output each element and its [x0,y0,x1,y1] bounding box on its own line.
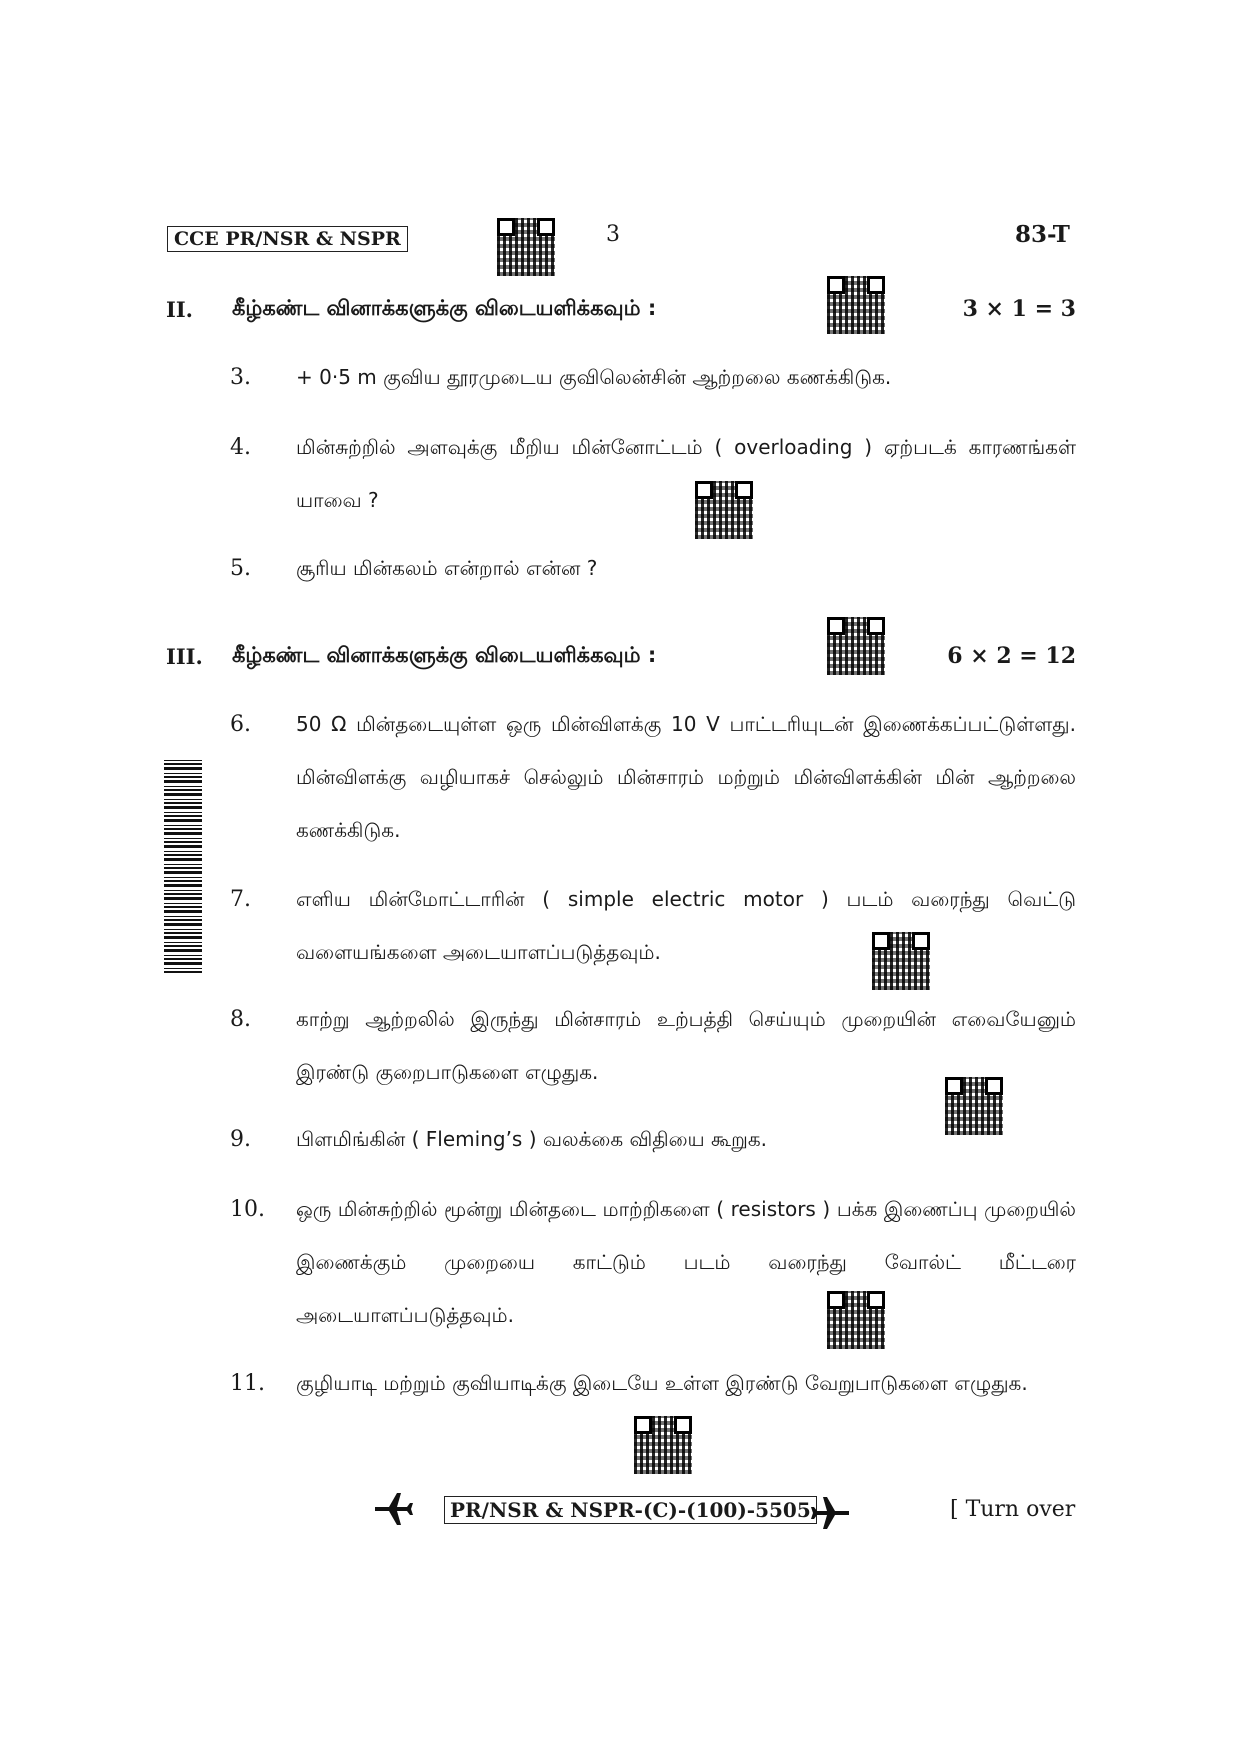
question-number: 5. [230,556,251,581]
barcode-icon [164,757,202,973]
question-text: ஒரு மின்சுற்றில் மூன்று மின்தடை மாற்றிகளை ( resistors ) பக்க இணைப்பு முறையில் இணைக்கும் முறையை காட்டும் படம் வரைந்து வோல்ட் மீட்டரை அடையாளப்படுத்தவும். [296,1197,1076,1327]
section-3-instruction: கீழ்கண்ட வினாக்களுக்கு விடையளிக்கவும் : [232,643,657,667]
footer-code: PR/NSR & NSPR-(C)-(100)-5505 [444,1496,817,1524]
question-text: + 0·5 m குவிய தூரமுடைய குவிலென்சின் ஆற்றலை கணக்கிடுக. [296,365,892,389]
airplane-icon [372,1487,416,1531]
qr-code-icon [695,481,753,539]
question-text: 50 Ω மின்தடையுள்ள ஒரு மின்விளக்கு 10 V பாட்டரியுடன் இணைக்கப்பட்டுள்ளது. மின்விளக்கு வழியாகச் செல்லும் மின்சாரம் மற்றும் மின்விளக்கின் மின் ஆற்றலை கணக்கிடுக. [296,712,1076,842]
section-2-marks: 3 × 1 = 3 [962,296,1076,322]
question-text: பிளமிங்கின் ( Fleming’s ) வலக்கை விதியை கூறுக. [296,1127,767,1151]
question-number: 8. [230,1007,251,1032]
series-label: CCE PR/NSR & NSPR [167,226,408,252]
airplane-icon [808,1491,852,1535]
question-text: மின்சுற்றில் அளவுக்கு மீறிய மின்னோட்டம் ( overloading ) ஏற்படக் காரணங்கள் யாவை ? [296,435,1076,512]
question-text: குழியாடி மற்றும் குவியாடிக்கு இடையே உள்ள இரண்டு வேறுபாடுகளை எழுதுக. [296,1371,1028,1395]
qr-code-icon [945,1077,1003,1135]
qr-code-icon [827,1291,885,1349]
question-number: 10. [230,1197,265,1222]
question-text: எளிய மின்மோட்டாரின் ( simple electric motor ) படம் வரைந்து வெட்டு வளையங்களை அடையாளப்படுத்தவும். [296,887,1076,964]
page-number: 3 [606,222,620,247]
qr-code-icon [497,218,555,276]
question-text: காற்று ஆற்றலில் இருந்து மின்சாரம் உற்பத்தி செய்யும் முறையின் எவையேனும் இரண்டு குறைபாடுகளை எழுதுக. [296,1007,1076,1084]
question-number: 11. [230,1371,265,1396]
question-number: 7. [230,887,251,912]
question-text: சூரிய மின்கலம் என்றால் என்ன ? [296,556,598,580]
question-number: 6. [230,712,251,737]
qr-code-icon [827,617,885,675]
qr-code-icon [827,276,885,334]
section-2-number: II. [166,297,193,322]
turn-over-label: [ Turn over [950,1497,1076,1522]
section-3-marks: 6 × 2 = 12 [947,643,1076,669]
qr-code-icon [872,932,930,990]
section-3-number: III. [166,644,203,669]
question-number: 9. [230,1127,251,1152]
question-number: 4. [230,435,251,460]
section-2-instruction: கீழ்கண்ட வினாக்களுக்கு விடையளிக்கவும் : [232,296,657,320]
paper-code: 83-T [1015,221,1070,248]
question-number: 3. [230,365,251,390]
qr-code-icon [634,1416,692,1474]
